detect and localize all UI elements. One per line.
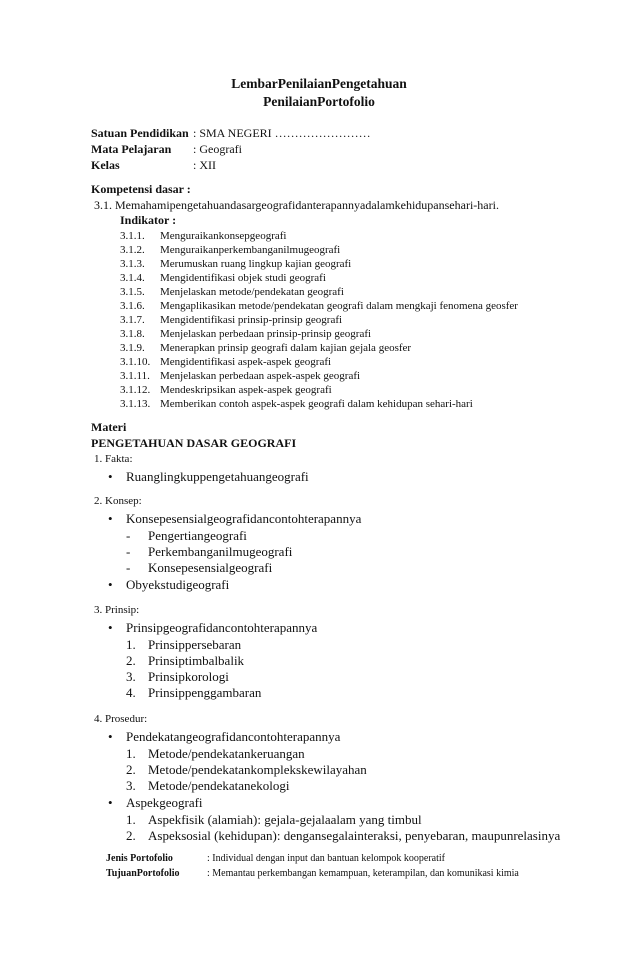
list-item: 2. Aspeksosial (kehidupan): dengansegalainteraksi, penyebaran, maupunrelasinya [126,828,561,843]
list-item: - Perkembanganilmugeografi [126,544,293,559]
list-item: 3. Metode/pendekatanekologi [126,778,290,793]
indikator-item: 3.1.10. Mengidentifikasi aspek-aspek geografi [120,356,332,368]
title-line-1: LembarPenilaianPengetahuan [231,76,407,91]
list-item: • Ruanglingkuppengetahuangeografi [108,469,309,484]
meta-value-kelas: : XII [193,158,216,172]
footer-label-jenis: Jenis Portofolio [106,853,173,864]
meta-label-satuan: Satuan Pendidikan [91,126,189,140]
bullet-icon: • [108,620,113,635]
list-item: 2. Metode/pendekatankomplekskewilayahan [126,762,367,777]
list-item: • Aspekgeografi [108,795,203,810]
indikator-item: 3.1.13. Memberikan contoh aspek-aspek geografi dalam kehidupan sehari-hari [120,398,473,410]
list-item: 1. Aspekfisik (alamiah): gejala-gejalaalam yang timbul [126,812,422,827]
list-item: • Konsepesensialgeografidancontohterapannya [108,511,362,526]
list-item: - Konsepesensialgeografi [126,560,273,575]
section-konsep-head: 2. Konsep: [94,495,142,507]
bullet-icon: • [108,469,113,484]
list-item: 1. Prinsippersebaran [126,637,242,652]
indikator-item: 3.1.6. Mengaplikasikan metode/pendekatan geografi dalam mengkaji fenomena geosfer [120,300,518,312]
materi-label: Materi [91,420,127,434]
list-item: - Pengertiangeografi [126,528,247,543]
indikator-item: 3.1.9. Menerapkan prinsip geografi dalam kajian gejala geosfer [120,342,412,354]
indikator-item: 3.1.12. Mendeskripsikan aspek-aspek geografi [120,384,332,396]
section-prosedur-head: 4. Prosedur: [94,713,148,725]
indikator-item: 3.1.2. Menguraikanperkembanganilmugeografi [120,244,341,256]
indikator-item: 3.1.1. Menguraikankonsepgeografi [120,230,287,242]
title-line-2: PenilaianPortofolio [263,94,375,109]
list-item: 2. Prinsiptimbalbalik [126,653,245,668]
materi-title: PENGETAHUAN DASAR GEOGRAFI [91,436,297,450]
bullet-icon: • [108,577,113,592]
section-fakta-head: 1. Fakta: [94,453,133,465]
indikator-item: 3.1.8. Menjelaskan perbedaan prinsip-prinsip geografi [120,328,372,340]
kompetensi-label: Kompetensi dasar : [91,182,191,196]
indikator-item: 3.1.4. Mengidentifikasi objek studi geografi [120,272,326,284]
meta-value-mapel: : Geografi [193,142,242,156]
list-item: 4. Prinsippenggambaran [126,685,262,700]
list-item: • Prinsipgeografidancontohterapannya [108,620,318,635]
meta-value-satuan: : SMA NEGERI …………………… [193,126,371,140]
list-item: • Pendekatangeografidancontohterapannya [108,729,341,744]
list-item: 3. Prinsipkorologi [126,669,229,684]
indikator-label: Indikator : [120,213,177,227]
indikator-item: 3.1.7. Mengidentifikasi prinsip-prinsip geografi [120,314,343,326]
indikator-item: 3.1.5. Menjelaskan metode/pendekatan geografi [120,286,344,298]
section-prinsip-head: 3. Prinsip: [94,604,140,616]
kompetensi-text: 3.1. Memahamipengetahuandasargeografidanterapannyadalamkehidupansehari-hari. [94,198,499,212]
bullet-icon: • [108,511,113,526]
bullet-icon: • [108,795,113,810]
footer-value-tujuan: : Memantau perkembangan kemampuan, keterampilan, dan komunikasi kimia [207,868,519,879]
list-item: • Obyekstudigeografi [108,577,230,592]
meta-label-mapel: Mata Pelajaran [91,142,172,156]
indikator-item: 3.1.11. Menjelaskan perbedaan aspek-aspek geografi [120,370,361,382]
footer-value-jenis: : Individual dengan input dan bantuan kelompok kooperatif [207,853,445,864]
list-item: 1. Metode/pendekatankeruangan [126,746,305,761]
meta-label-kelas: Kelas [91,158,120,172]
bullet-icon: • [108,729,113,744]
indikator-item: 3.1.3. Merumuskan ruang lingkup kajian geografi [120,258,352,270]
footer-label-tujuan: TujuanPortofolio [106,868,180,879]
